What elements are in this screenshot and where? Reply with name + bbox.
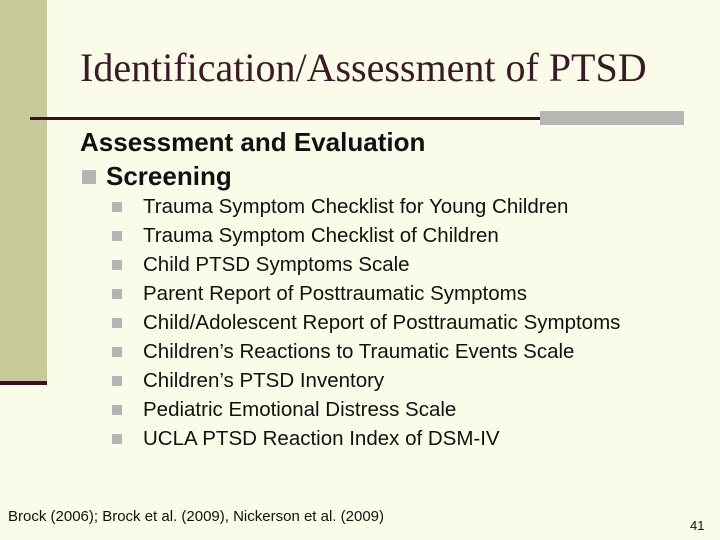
square-bullet-icon	[112, 434, 122, 444]
decorative-side-band	[0, 0, 47, 383]
list-item-text: Pediatric Emotional Distress Scale	[143, 398, 457, 421]
list-item	[112, 369, 682, 392]
list-item-text: Trauma Symptom Checklist for Young Children	[143, 195, 569, 218]
screening-bullet	[82, 161, 232, 192]
screening-label: Screening	[106, 161, 232, 191]
square-bullet-icon	[112, 376, 122, 386]
list-item	[112, 427, 682, 450]
list-item	[112, 311, 682, 334]
list-item-text: Child PTSD Symptoms Scale	[143, 253, 410, 276]
list-item-text: Children’s Reactions to Traumatic Events Scale	[143, 340, 575, 363]
square-bullet-icon	[112, 231, 122, 241]
square-bullet-icon	[112, 405, 122, 415]
list-item-text: Children’s PTSD Inventory	[143, 369, 385, 392]
square-bullet-icon	[82, 170, 96, 184]
citation-footer: Brock (2006); Brock et al. (2009), Nickerson et al. (2009)	[8, 508, 384, 525]
section-heading: Assessment and Evaluation	[80, 127, 426, 157]
list-item	[112, 195, 682, 218]
page-number: 41	[690, 518, 705, 533]
list-item	[112, 224, 682, 247]
square-bullet-icon	[112, 289, 122, 299]
screening-tools-list	[112, 195, 682, 456]
square-bullet-icon	[112, 318, 122, 328]
list-item	[112, 340, 682, 363]
title-underline	[30, 117, 540, 120]
slide-title: Identification/Assessment of PTSD	[80, 45, 647, 90]
list-item-text: Child/Adolescent Report of Posttraumatic Symptoms	[143, 311, 621, 334]
list-item-text: UCLA PTSD Reaction Index of DSM-IV	[143, 427, 500, 450]
square-bullet-icon	[112, 260, 122, 270]
square-bullet-icon	[112, 347, 122, 357]
title-underline-accent	[540, 111, 684, 125]
side-band-divider	[0, 381, 47, 385]
list-item-text: Trauma Symptom Checklist of Children	[143, 224, 499, 247]
list-item	[112, 253, 682, 276]
list-item-text: Parent Report of Posttraumatic Symptoms	[143, 282, 527, 305]
list-item	[112, 398, 682, 421]
list-item	[112, 282, 682, 305]
square-bullet-icon	[112, 202, 122, 212]
